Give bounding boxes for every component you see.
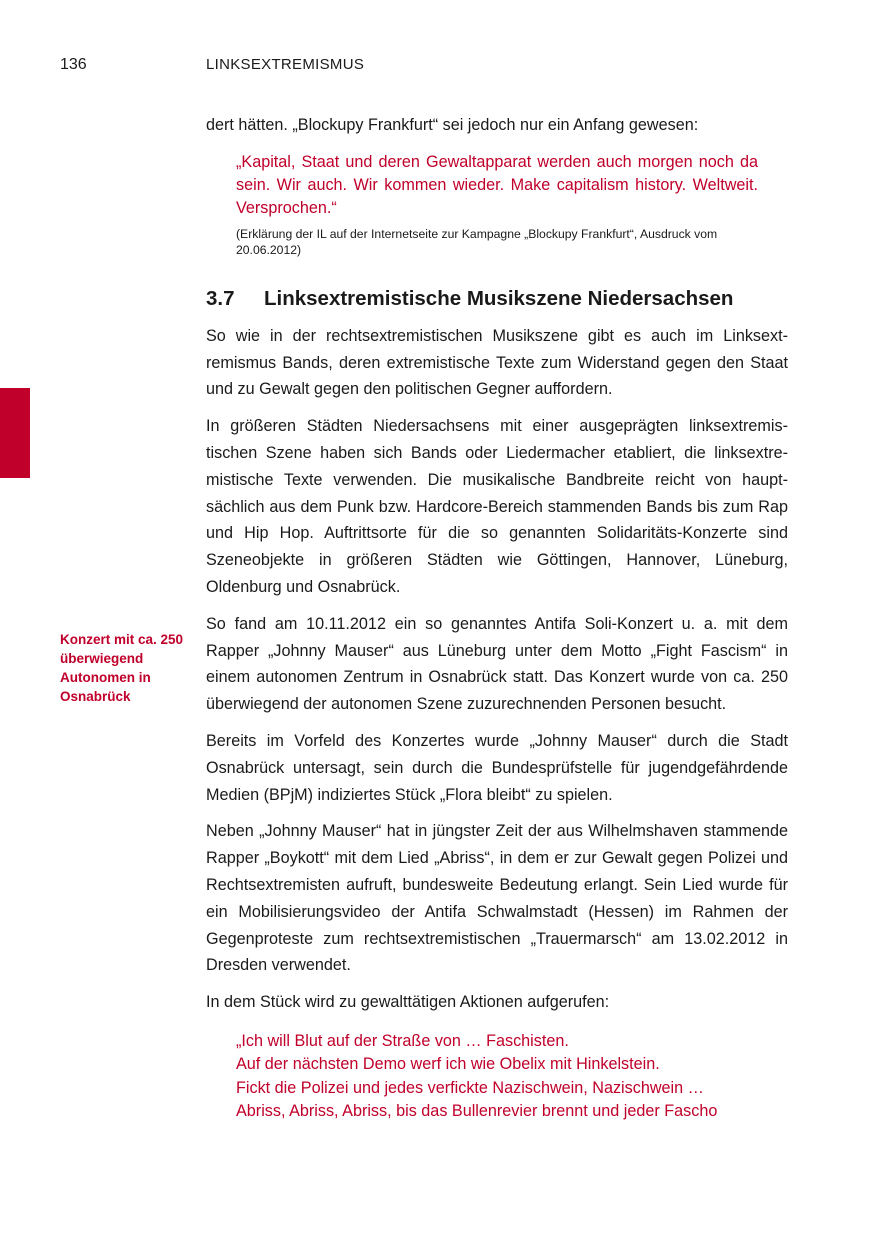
lyrics-line: Fickt die Polizei und jedes verfickte Nazischwein, Nazischwein … (236, 1078, 704, 1097)
section-heading (206, 285, 788, 313)
section-number: 3.7 (206, 286, 235, 310)
body-paragraph: In dem Stück wird zu gewalttätigen Aktionen aufgerufen: (206, 993, 610, 1012)
lyrics-line: Abriss, Abriss, Abriss, bis das Bullenrevier brennt und jeder Fascho (236, 1101, 718, 1120)
section-title: Linksextremistische Musikszene Niedersachsen (264, 286, 734, 310)
page-number: 136 (60, 56, 87, 73)
lyrics-line: Auf der nächsten Demo werf ich wie Obelix mit Hinkelstein. (236, 1055, 660, 1074)
main-content (206, 112, 788, 1123)
body-paragraph: So wie in der rechtsextremistischen Musikszene gibt es auch im Linksextremismus Bands, deren extremistische Texte zum Widerstand gegen den Staat und zu Gewalt gegen den politischen Gegner auffordern. (206, 326, 788, 399)
chapter-marker-tab (0, 388, 30, 478)
body-paragraph: In größeren Städten Niedersachsens mit einer ausgeprägten linksextremistischen Szene haben sich Bands oder Liedermacher etabliert, die linksextremistische Texte verwenden. Die musikalische Bandbreite reicht von hauptsächlich aus dem Punk bzw. Hardcore-Bereich stammenden Bands bis zum Rap und Hip Hop. Auftrittsorte für die so genannten Solidaritäts-Konzerte sind Szeneobjekte in größeren Städten wie Göttingen, Hannover, Lüneburg, Oldenburg und Osnabrück. (206, 417, 788, 596)
margin-note: Konzert mit ca. 250 überwiegend Autonomen in Osnabrück (60, 632, 184, 704)
quote-source: (Erklärung der IL auf der Internetseite zur Kampagne „Blockupy Frankfurt“, Ausdruck vom 20.06.2012) (236, 226, 718, 258)
body-paragraph: Bereits im Vorfeld des Konzertes wurde „Johnny Mauser“ durch die Stadt Osnabrück untersagt, sein durch die Bundesprüfstelle für jugendgefährdende Medien (BPjM) indiziertes Stück „Flora bleibt“ zu spielen. (206, 731, 788, 804)
running-head: LINKSEXTREMISMUS (206, 56, 365, 73)
body-paragraph: Neben „Johnny Mauser“ hat in jüngster Zeit der aus Wilhelmshaven stammende Rapper „Boykott“ mit dem Lied „Abriss“, in dem er zur Gewalt gegen Polizei und Rechtsextremisten aufruft, bundesweite Bedeutung erlangt. Sein Lied wurde für ein Mobilisierungsvideo der Antifa Schwalmstadt (Hessen) im Rahmen der Gegenproteste zum rechtsextremistischen „Trauermarsch“ am 13.02.2012 in Dresden verwendet. (206, 822, 788, 975)
body-paragraph: So fand am 10.11.2012 ein so genanntes Antifa Soli-Konzert u. a. mit dem Rapper „Johnny Mauser“ aus Lüneburg unter dem Motto „Fight Fascism“ in einem autonomen Zentrum in Osnabrück statt. Das Konzert wurde von ca. 250 überwiegend der autonomen Szene zuzurechnenden Personen besucht. (206, 614, 788, 714)
lyrics-line: „Ich will Blut auf der Straße von … Faschisten. (236, 1031, 569, 1050)
intro-paragraph: dert hätten. „Blockupy Frankfurt“ sei jedoch nur ein Anfang gewesen: (206, 116, 699, 134)
lyrics-quote (236, 1030, 758, 1123)
quote-block: „Kapital, Staat und deren Gewaltapparat werden auch morgen noch da sein. Wir auch. Wir kommen wieder. Make capitalism history. Weltweit. Versprochen.“ (236, 152, 758, 217)
